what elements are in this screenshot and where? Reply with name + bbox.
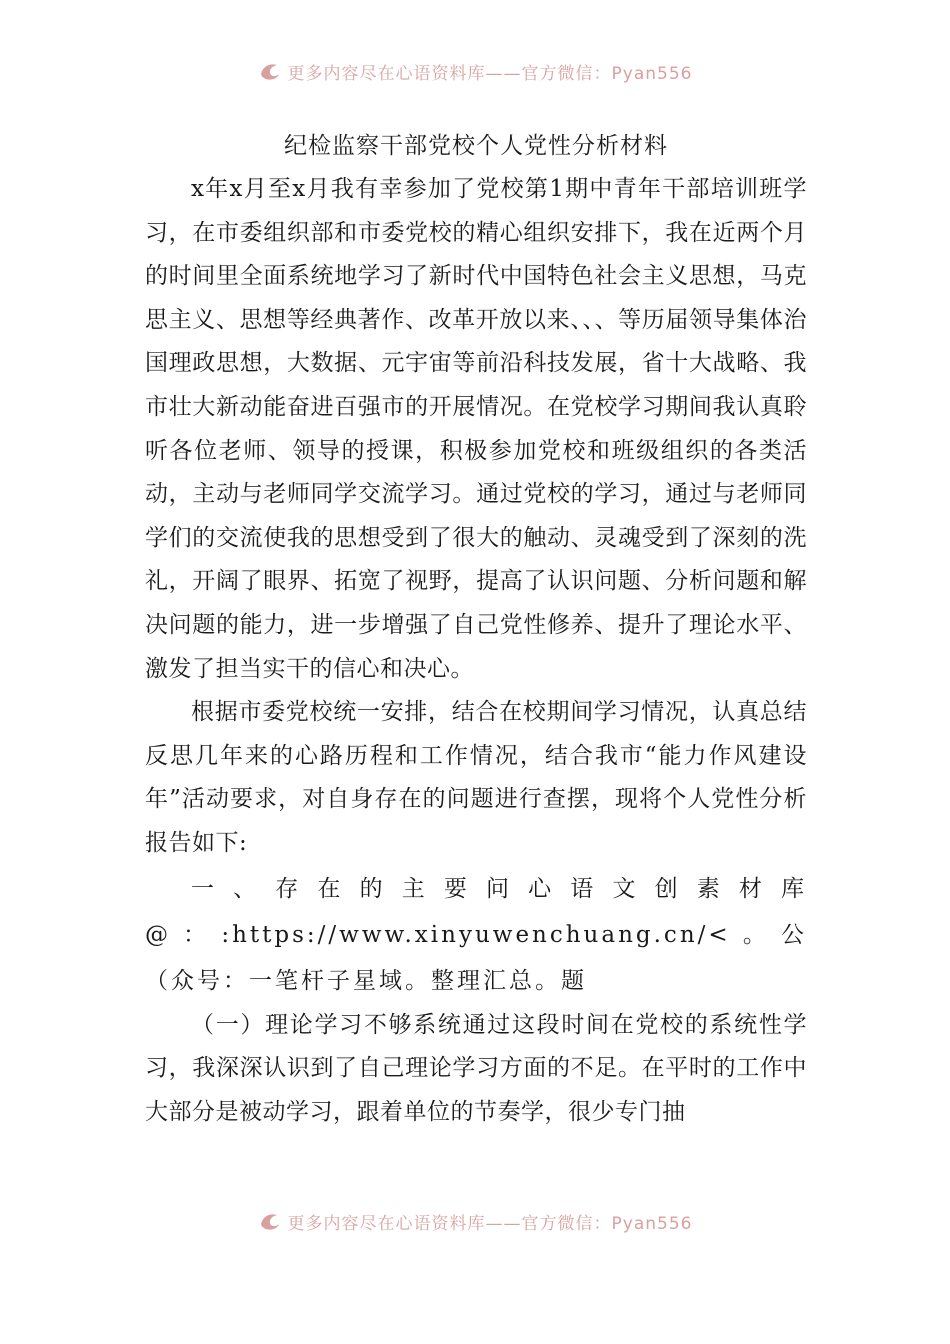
dragon-logo-icon bbox=[258, 1210, 282, 1232]
document-title: 纪检监察干部党校个人党性分析材料 bbox=[284, 133, 668, 159]
watermark-text: 更多内容尽在心语资料库——官方微信：Pyan556 bbox=[287, 1213, 693, 1234]
paragraph-arrangement: 根据市委党校统一安排，结合在校期间学习情况，认真总结反思几年来的心路历程和工作情况，结合我市“能力作风建设年”活动要求，对自身存在的问题进行查摆，现将个人党性分析报告如下: bbox=[145, 699, 807, 856]
watermark-text: 更多内容尽在心语资料库——官方微信：Pyan556 bbox=[287, 63, 693, 84]
section-heading-main-problems: 一、存在的主要问心语文创素材库@：:https://www.xinyuwenchuang.cn/<。公（众号：一笔杆子星域。整理汇总。题 bbox=[145, 875, 807, 994]
document-body bbox=[145, 124, 807, 1134]
watermark-footer bbox=[0, 1206, 950, 1236]
watermark-header bbox=[0, 56, 950, 86]
paragraph-intro: x年x月至x月我有幸参加了党校第1期中青年干部培训班学习，在市委组织部和市委党校的精心组织安排下，我在近两个月的时间里全面系统地学习了新时代中国特色社会主义思想，马克思主义、思想等经典著作、改革开放以来、、、等历届领导集体治国理政思想，大数据、元宇宙等前沿科技发展，省十大战略、我市壮大新动能奋进百强市的开展情况。在党校学习期间我认真聆听各位老师、领导的授课，积极参加党校和班级组织的各类活动，主动与老师同学交流学习。通过党校的学习，通过与老师同学们的交流使我的思想受到了很大的触动、灵魂受到了深刻的洗礼，开阔了眼界、拓宽了视野，提高了认识问题、分析问题和解决问题的能力，进一步增强了自己党性修养、提升了理论水平、激发了担当实干的信心和决心。 bbox=[145, 176, 807, 682]
dragon-logo-icon bbox=[258, 60, 282, 82]
paragraph-theory-study: （一）理论学习不够系统通过这段时间在党校的系统性学习，我深深认识到了自己理论学习方面的不足。在平时的工作中大部分是被动学习，跟着单位的节奏学，很少专门抽 bbox=[145, 1011, 807, 1125]
